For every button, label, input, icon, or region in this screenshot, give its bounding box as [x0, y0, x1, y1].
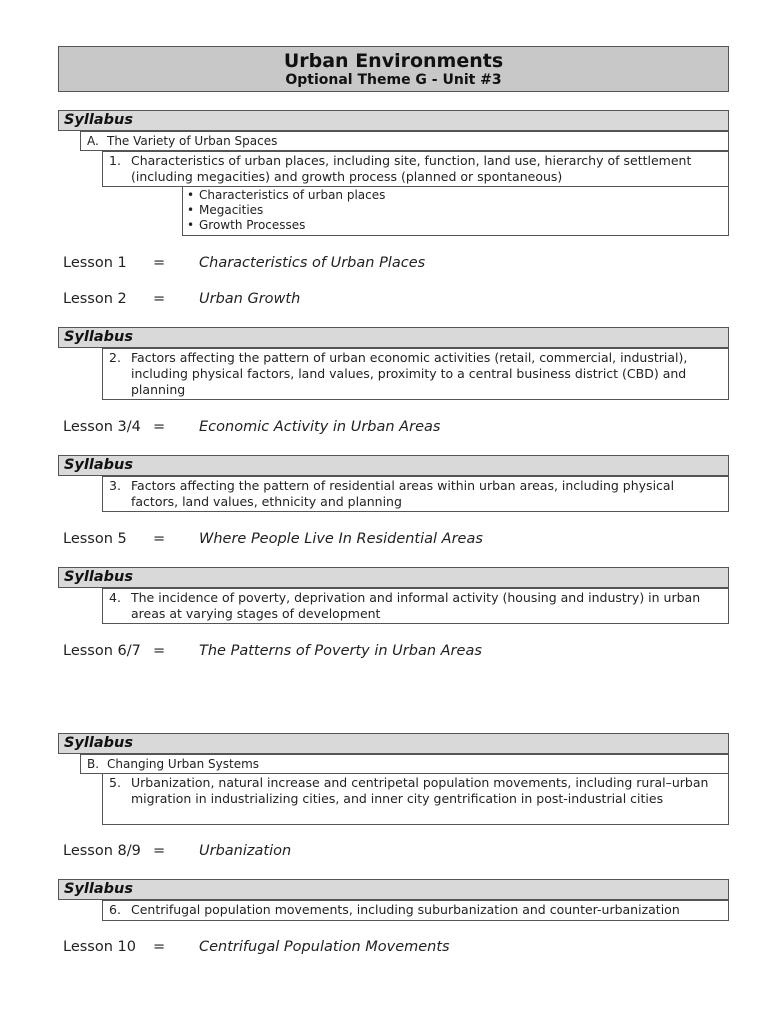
document-subtitle: Optional Theme G - Unit #3 [285, 72, 502, 88]
lesson-title: The Patterns of Poverty in Urban Areas [199, 643, 482, 659]
equals-sign: = [153, 939, 166, 955]
lesson-title: Urban Growth [199, 291, 301, 307]
equals-sign: = [153, 255, 166, 271]
lesson-label: Lesson 6/7 [63, 643, 141, 659]
item-number: 2. [109, 350, 121, 365]
item-text: Centrifugal population movements, including suburbanization and counter-urbanization [131, 902, 680, 917]
syllabus-heading: Syllabus [58, 567, 729, 588]
item-number: 4. [109, 590, 121, 605]
syllabus-item [102, 476, 729, 512]
section-row [80, 131, 729, 151]
syllabus-heading: Syllabus [58, 110, 729, 131]
item-number: 3. [109, 478, 121, 493]
syllabus-item [102, 900, 729, 921]
lesson-label: Lesson 1 [63, 255, 127, 271]
bullet-item: • Growth Processes [187, 218, 724, 233]
item-text: Factors affecting the pattern of urban economic activities (retail, commercial, industrial), including physical factors, land values, proximity to a central business district (CBD) and planning [131, 350, 688, 397]
syllabus-item [102, 151, 729, 187]
item-text: The incidence of poverty, deprivation and informal activity (housing and industry) in urban areas at varying stages of development [131, 590, 701, 621]
syllabus-heading: Syllabus [58, 327, 729, 348]
syllabus-heading: Syllabus [58, 455, 729, 476]
lesson-label: Lesson 3/4 [63, 419, 141, 435]
document-title: Urban Environments [283, 50, 504, 72]
section-title: The Variety of Urban Spaces [107, 134, 278, 148]
section-letter: A. [87, 134, 99, 148]
equals-sign: = [153, 643, 166, 659]
section-letter: B. [87, 757, 100, 771]
item-number: 5. [109, 775, 121, 790]
syllabus-heading: Syllabus [58, 879, 729, 900]
lesson-title: Urbanization [199, 843, 292, 859]
section-row [80, 754, 729, 774]
lesson-label: Lesson 2 [63, 291, 127, 307]
syllabus-item [102, 588, 729, 624]
bullet-item: • Megacities [187, 203, 724, 218]
item-text: Urbanization, natural increase and centripetal population movements, including rural–urban migration in industrializing cities, and inner city gentrification in post-industrial cities [131, 775, 709, 806]
lesson-label: Lesson 10 [63, 939, 136, 955]
bullet-list [182, 186, 729, 236]
syllabus-item [102, 773, 729, 825]
item-text: Factors affecting the pattern of residential areas within urban areas, including physical factors, land values, ethnicity and planning [131, 478, 675, 509]
syllabus-item [102, 348, 729, 400]
equals-sign: = [153, 291, 166, 307]
equals-sign: = [153, 531, 166, 547]
lesson-title: Centrifugal Population Movements [199, 939, 450, 955]
equals-sign: = [153, 843, 166, 859]
item-number: 1. [109, 153, 121, 168]
lesson-label: Lesson 5 [63, 531, 127, 547]
lesson-label: Lesson 8/9 [63, 843, 141, 859]
bullet-item: • Characteristics of urban places [187, 188, 724, 203]
document-title-box [58, 46, 729, 92]
section-title: Changing Urban Systems [107, 757, 260, 771]
lesson-title: Where People Live In Residential Areas [199, 531, 483, 547]
equals-sign: = [153, 419, 166, 435]
syllabus-heading: Syllabus [58, 733, 729, 754]
lesson-title: Economic Activity in Urban Areas [199, 419, 441, 435]
lesson-title: Characteristics of Urban Places [199, 255, 426, 271]
item-text: Characteristics of urban places, including site, function, land use, hierarchy of settlement (including megacities) and growth process (planned or spontaneous) [131, 153, 692, 184]
item-number: 6. [109, 902, 121, 917]
